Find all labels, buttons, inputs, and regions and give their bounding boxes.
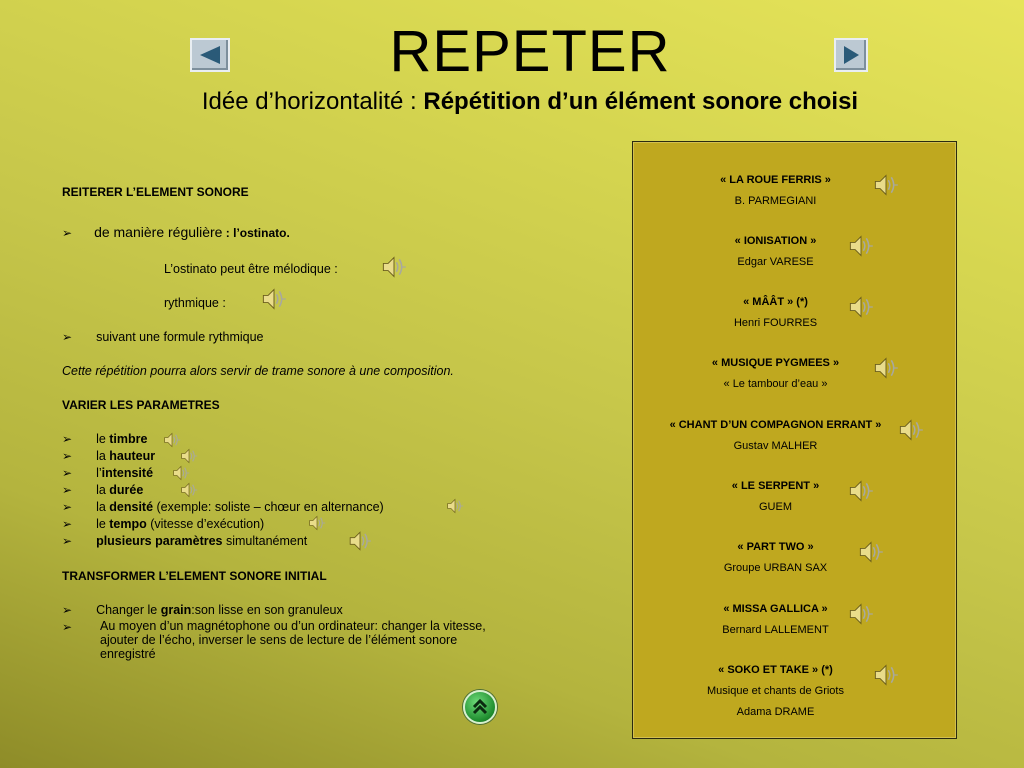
speaker-sound-icon: [898, 417, 924, 443]
speaker-timbre[interactable]: [163, 431, 181, 449]
work-author: Groupe URBAN SAX: [723, 562, 828, 574]
bullet-arrow-icon: ➢: [62, 534, 73, 548]
speaker-tempo[interactable]: [308, 514, 326, 532]
speaker-sound-icon: [848, 478, 874, 504]
bullet-item-reguliere: ➢ de manière régulière : l’ostinato.: [62, 224, 290, 240]
parameter-item: ➢ plusieurs paramètres simultanément: [62, 534, 308, 548]
magnetophone-text: Au moyen d’un magnétophone ou d’un ordinateur: changer la vitesse, ajouter de l’écho, inverser le sens de lecture de l’élément sonore enregistré: [100, 619, 486, 661]
work-title: « LE SERPENT »: [731, 480, 820, 492]
speaker-ostinato-rhythmic[interactable]: [261, 286, 287, 312]
trame-note: Cette répétition pourra alors servir de trame sonore à une composition.: [62, 364, 454, 378]
bullet-arrow-icon: ➢: [62, 330, 73, 344]
speaker-work[interactable]: [848, 478, 874, 504]
bullet-arrow-icon: ➢: [62, 449, 73, 463]
work-author: Edgar VARESE: [737, 256, 814, 268]
speaker-sound-icon: [848, 233, 874, 259]
speaker-densite[interactable]: [446, 497, 464, 515]
bullet-item-grain: ➢ Changer le grain:son lisse en son granuleux: [62, 603, 343, 617]
section-heading-reiterer: REITERER L’ELEMENT SONORE: [62, 185, 249, 199]
works-panel: [632, 141, 957, 739]
speaker-sound-icon: [163, 431, 181, 449]
parameter-item: ➢ l’intensité: [62, 466, 154, 480]
work-title: « MUSIQUE PYGMEES »: [711, 357, 840, 369]
section-heading-transformer: TRANSFORMER L’ELEMENT SONORE INITIAL: [62, 569, 327, 583]
work-title: « LA ROUE FERRIS »: [720, 174, 831, 186]
speaker-intensite[interactable]: [172, 464, 190, 482]
parameter-item: ➢ la densité (exemple: soliste – chœur en alternance): [62, 500, 384, 514]
work-title: « MISSA GALLICA »: [723, 603, 828, 615]
speaker-work[interactable]: [873, 662, 899, 688]
work-entry: [633, 231, 918, 273]
speaker-work[interactable]: [858, 539, 884, 565]
section-heading-varier: VARIER LES PARAMETRES: [62, 398, 220, 412]
slide-subtitle: [0, 88, 1024, 116]
speaker-sound-icon: [446, 497, 464, 515]
speaker-ostinato-melodic[interactable]: [381, 254, 407, 280]
double-chevron-up-icon: [471, 698, 489, 716]
parameter-item: ➢ la durée: [62, 483, 144, 497]
work-author: Bernard LALLEMENT: [722, 624, 829, 636]
work-author: « Le tambour d’eau »: [723, 378, 828, 390]
ostinato-melodic-line: L’ostinato peut être mélodique :: [164, 262, 338, 276]
work-entry: [633, 599, 918, 641]
speaker-sound-icon: [180, 481, 198, 499]
speaker-work[interactable]: [873, 355, 899, 381]
bullet-arrow-icon: ➢: [62, 500, 73, 514]
work-entry: [633, 415, 918, 457]
bullet-item-magnetophone: [62, 619, 72, 635]
speaker-sound-icon: [308, 514, 326, 532]
speaker-sound-icon: [381, 254, 407, 280]
speaker-sound-icon: [848, 294, 874, 320]
bullet-arrow-icon: ➢: [62, 226, 73, 240]
speaker-plusieurs-parametres[interactable]: [348, 529, 372, 553]
parameter-item: ➢ le timbre: [62, 432, 148, 446]
bullet-arrow-icon: ➢: [62, 432, 73, 446]
work-entry: [633, 292, 918, 334]
speaker-work[interactable]: [848, 294, 874, 320]
speaker-work[interactable]: [848, 233, 874, 259]
slide-title: REPETER: [389, 19, 671, 84]
speaker-sound-icon: [848, 601, 874, 627]
bullet-arrow-icon: ➢: [62, 483, 73, 497]
speaker-sound-icon: [261, 286, 287, 312]
speaker-duree[interactable]: [180, 481, 198, 499]
work-title: « SOKO ET TAKE » (*): [718, 664, 833, 676]
work-title: « PART TWO »: [737, 541, 814, 553]
bullet-arrow-icon: ➢: [62, 466, 73, 480]
speaker-work[interactable]: [848, 601, 874, 627]
subtitle-lead: Idée d’horizontalité :: [201, 88, 424, 115]
bullet-arrow-icon: ➢: [62, 620, 73, 634]
work-entry: [633, 476, 918, 518]
bullet-arrow-icon: ➢: [62, 603, 73, 617]
work-author: GUEM: [759, 501, 792, 513]
work-author: Gustav MALHER: [733, 440, 818, 452]
speaker-sound-icon: [873, 172, 899, 198]
work-title: « IONISATION »: [734, 235, 817, 247]
speaker-work[interactable]: [898, 417, 924, 443]
work-title: « MÂÂT » (*): [743, 296, 808, 308]
speaker-sound-icon: [180, 447, 198, 465]
speaker-sound-icon: [858, 539, 884, 565]
speaker-sound-icon: [172, 464, 190, 482]
parameter-item: ➢ la hauteur: [62, 449, 156, 463]
parameter-item: ➢ le tempo (vitesse d’exécution): [62, 517, 265, 531]
speaker-sound-icon: [873, 662, 899, 688]
back-to-top-button[interactable]: [463, 690, 497, 724]
speaker-sound-icon: [873, 355, 899, 381]
ostinato-rhythmic-line: rythmique :: [164, 296, 226, 310]
speaker-hauteur[interactable]: [180, 447, 198, 465]
work-author-2: Adama DRAME: [736, 706, 815, 718]
work-title: « CHANT D’UN COMPAGNON ERRANT »: [669, 419, 882, 431]
work-author: B. PARMEGIANI: [734, 195, 817, 207]
work-author: Henri FOURRES: [733, 317, 818, 329]
speaker-work[interactable]: [873, 172, 899, 198]
speaker-sound-icon: [348, 529, 372, 553]
subtitle-bold: Répétition d’un élément sonore choisi: [423, 88, 859, 115]
bullet-arrow-icon: ➢: [62, 517, 73, 531]
bullet-item-formule: ➢ suivant une formule rythmique: [62, 330, 264, 344]
work-author: Musique et chants de Griots: [707, 685, 844, 697]
